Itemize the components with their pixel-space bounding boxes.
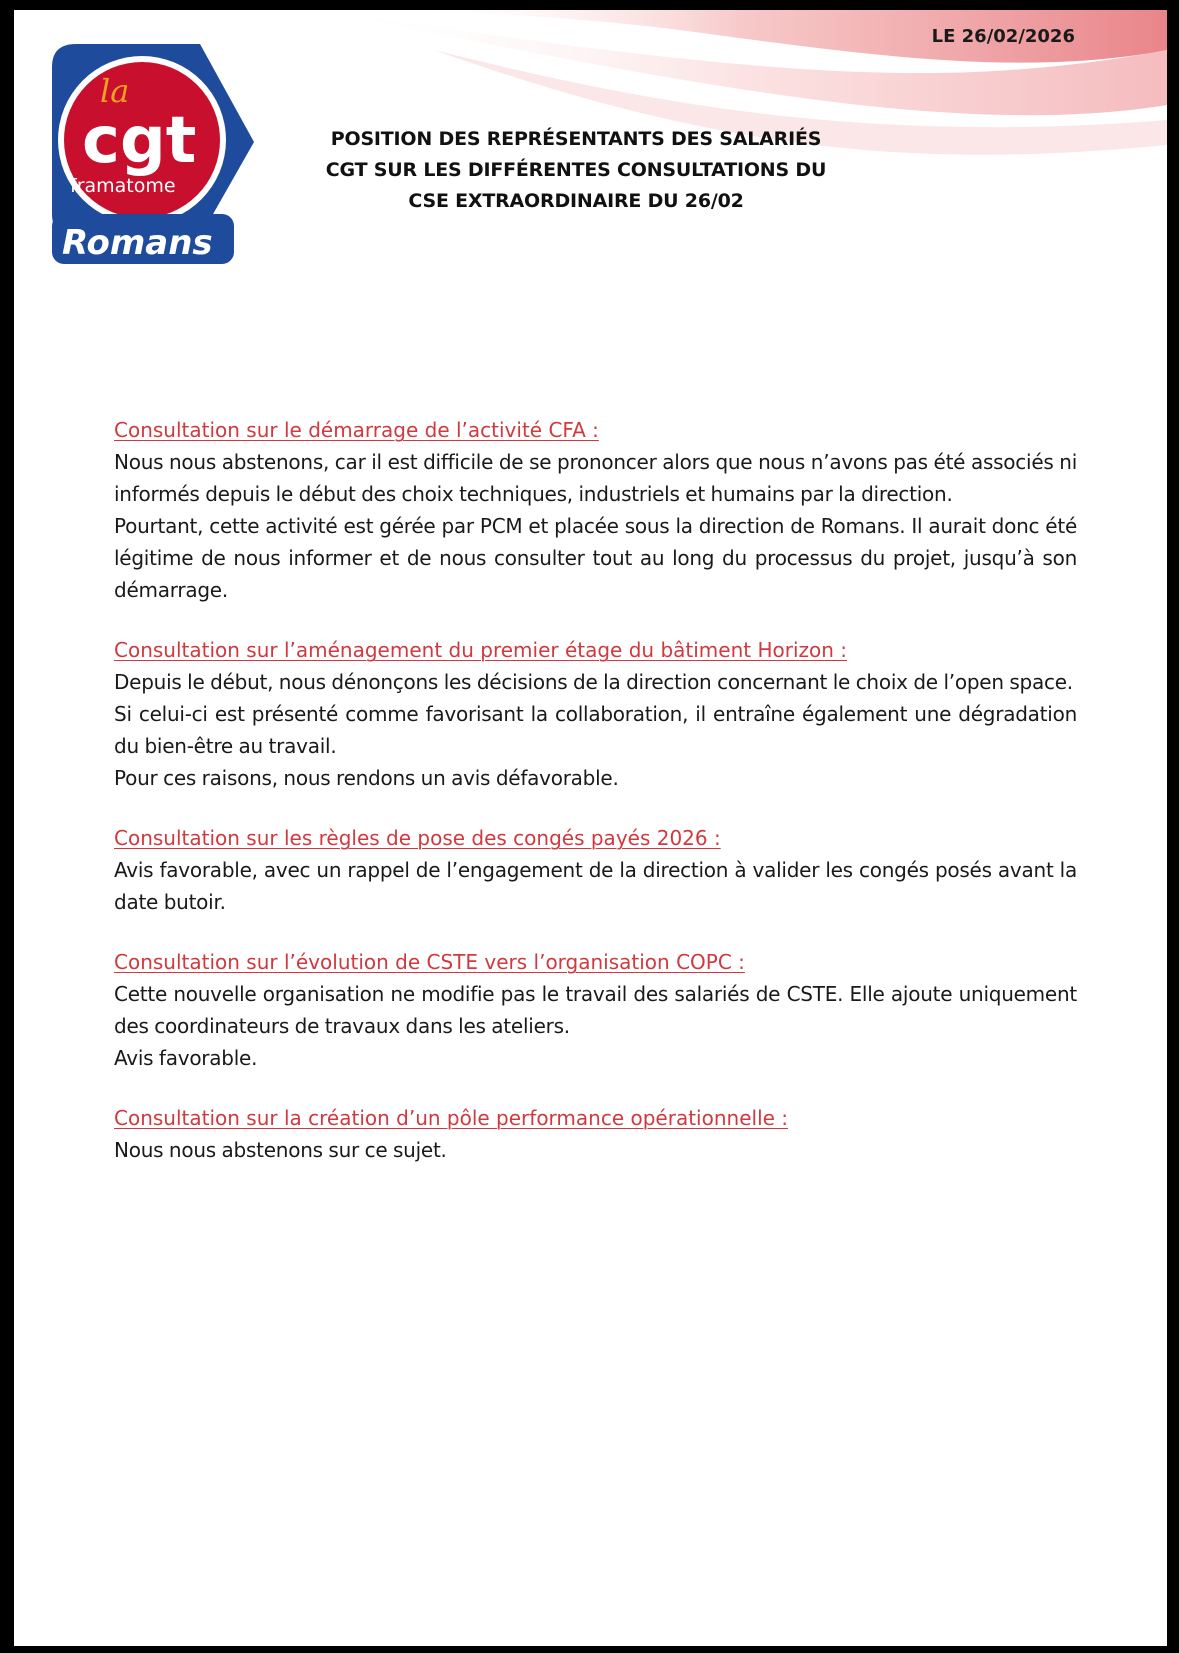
section-paragraph: Pourtant, cette activité est gérée par PCM et placée sous la direction de Romans. Il aurait donc été légitime de nous informer et de nous consulter tout au long du processus du projet, jusqu’à son démarrage.	[114, 514, 1077, 602]
title-line: CSE EXTRAORDINAIRE DU 26/02	[408, 190, 744, 212]
section-paragraph: Depuis le début, nous dénonçons les décisions de la direction concernant le choix de l’open space.	[114, 670, 1073, 694]
section-heading: Consultation sur l’aménagement du premier étage du bâtiment Horizon :	[114, 638, 848, 662]
section-heading: Consultation sur la création d’un pôle performance opérationnelle :	[114, 1106, 789, 1130]
document-title	[276, 124, 876, 217]
title-line: POSITION DES REPRÉSENTANTS DES SALARIÉS	[330, 128, 822, 150]
section-heading: Consultation sur les règles de pose des congés payés 2026 :	[114, 826, 721, 850]
section-paragraph: Nous nous abstenons, car il est difficile de se prononcer alors que nous n’avons pas été associés ni informés depuis le début des choix techniques, industriels et humains par la direction.	[114, 450, 1077, 506]
section-paragraph: Avis favorable.	[114, 1046, 258, 1070]
logo-text-la: la	[100, 72, 130, 110]
logo-text-cgt: cgt	[82, 104, 197, 178]
section-conges	[114, 822, 1077, 918]
section-paragraph: Avis favorable, avec un rappel de l’engagement de la direction à valider les congés posés avant la date butoir.	[114, 858, 1077, 914]
section-paragraph: Pour ces raisons, nous rendons un avis défavorable.	[114, 766, 619, 790]
section-paragraph: Cette nouvelle organisation ne modifie pas le travail des salariés de CSTE. Elle ajoute uniquement des coordinateurs de travaux dans les ateliers.	[114, 982, 1077, 1038]
logo-text-site: Romans	[62, 223, 213, 263]
section-heading: Consultation sur l’évolution de CSTE vers l’organisation COPC :	[114, 950, 745, 974]
section-cfa	[114, 414, 1077, 606]
document-page	[14, 10, 1167, 1646]
document-date: LE 26/02/2026	[931, 26, 1075, 47]
title-line: CGT SUR LES DIFFÉRENTES CONSULTATIONS DU	[325, 159, 827, 181]
cgt-framatome-logo	[32, 32, 272, 272]
consultations-list	[114, 414, 1077, 1194]
section-heading: Consultation sur le démarrage de l’activité CFA :	[114, 418, 599, 442]
section-cste	[114, 946, 1077, 1074]
logo-text-company: framatome	[70, 175, 176, 197]
section-horizon	[114, 634, 1077, 794]
section-paragraph: Nous nous abstenons sur ce sujet.	[114, 1138, 447, 1162]
section-pole-performance	[114, 1102, 1077, 1166]
section-paragraph: Si celui-ci est présenté comme favorisant la collaboration, il entraîne également une dégradation du bien-être au travail.	[114, 702, 1077, 758]
